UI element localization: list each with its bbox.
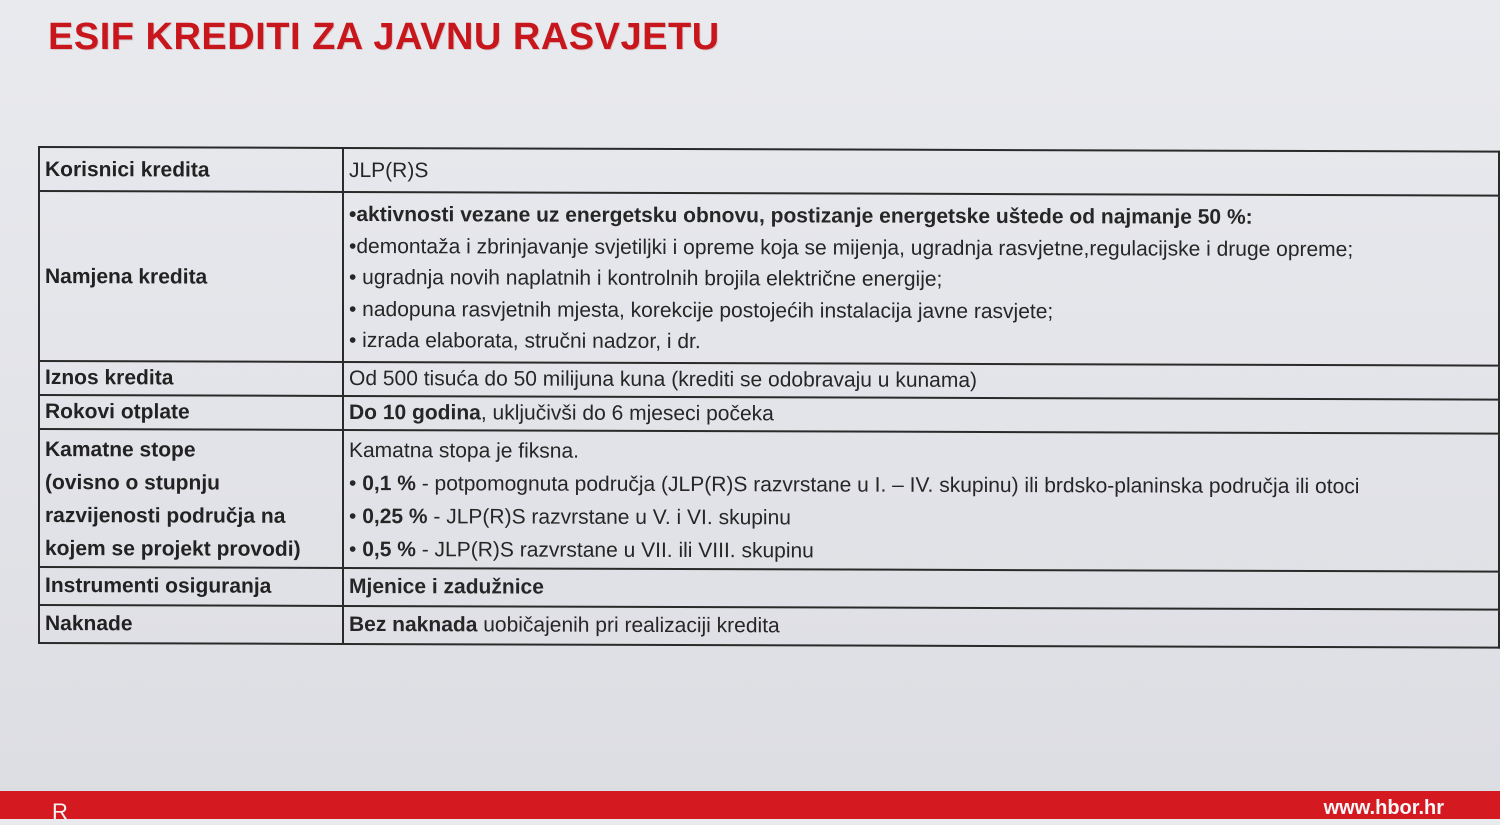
table-row-naknade xyxy=(39,605,1499,648)
table-row-iznos xyxy=(39,361,1499,400)
namjena-line-2: •demontaža i zbrinjavanje svjetiljki i opreme koja se mijenja, ugradnja rasvjetne,regulacijske i druge opreme; xyxy=(349,234,1354,261)
table-row-instrumenti xyxy=(39,567,1499,610)
rate-3-text: - JLP(R)S razvrstane u VII. ili VIII. skupinu xyxy=(415,537,814,562)
rate-2-value: 0,25 % xyxy=(362,504,428,528)
label-korisnici: Korisnici kredita xyxy=(39,147,343,192)
rate-2-bullet: • xyxy=(349,504,363,528)
table-row-kamatne xyxy=(39,429,1499,572)
naknade-rest: uobičajenih pri realizaciji kredita xyxy=(477,612,780,637)
footer-left-text: R xyxy=(52,799,68,824)
kamatne-intro: Kamatna stopa je fiksna. xyxy=(349,438,579,463)
table-row-rokovi xyxy=(39,395,1499,434)
label-naknade: Naknade xyxy=(39,605,343,644)
namjena-line-4: • nadopuna rasvjetnih mjesta, korekcije postojećih instalacija javne rasvjete; xyxy=(349,297,1054,323)
slide-title: ESIF KREDITI ZA JAVNU RASVJETU xyxy=(48,16,720,58)
value-iznos: Od 500 tisuća do 50 milijuna kuna (krediti se odobravaju u kunama) xyxy=(343,361,1499,399)
namjena-line-3: • ugradnja novih naplatnih i kontrolnih brojila električne energije; xyxy=(349,265,943,291)
kamatne-label-line-4: kojem se projekt provodi) xyxy=(45,536,301,561)
value-namjena xyxy=(343,192,1499,365)
rate-2-text: - JLP(R)S razvrstane u V. i VI. skupinu xyxy=(427,504,791,529)
rate-1-value: 0,1 % xyxy=(362,471,416,495)
kamatne-rate-3 xyxy=(349,532,1493,569)
table-row-korisnici xyxy=(39,147,1499,196)
label-rokovi: Rokovi otplate xyxy=(39,395,343,430)
kamatne-label-line-2: (ovisno o stupnju xyxy=(45,470,220,495)
rate-3-value: 0,5 % xyxy=(362,537,416,561)
label-iznos: Iznos kredita xyxy=(39,361,343,396)
value-kamatne xyxy=(343,429,1499,571)
footer-bar xyxy=(0,791,1500,824)
namjena-line-5: • izrada elaborata, stručni nadzor, i dr. xyxy=(349,328,701,354)
kamatne-label-line-3: razvijenosti područja na xyxy=(45,503,286,528)
value-rokovi xyxy=(343,395,1499,433)
rate-1-text: - potpomognuta područja (JLP(R)S razvrstane u I. – IV. skupinu) ili brdsko-planinska područja ili otoci xyxy=(415,471,1360,498)
loan-info-table xyxy=(38,146,1500,648)
label-namjena: Namjena kredita xyxy=(39,191,343,361)
naknade-bold: Bez naknada xyxy=(349,612,478,636)
namjena-line-1: •aktivnosti vezane uz energetsku obnovu, postizanje energetske uštede od najmanje 50 %: xyxy=(349,202,1253,229)
value-instrumenti: Mjenice i zadužnice xyxy=(343,567,1499,609)
rate-3-bullet: • xyxy=(349,537,363,561)
label-kamatne xyxy=(39,429,343,568)
label-instrumenti: Instrumenti osiguranja xyxy=(39,567,343,606)
rokovi-bold: Do 10 godina xyxy=(349,400,481,424)
footer-url-link[interactable]: www.hbor.hr xyxy=(1323,797,1444,819)
table-row-namjena xyxy=(39,191,1499,365)
rate-1-bullet: • xyxy=(349,471,363,495)
value-naknade xyxy=(343,605,1499,647)
kamatne-rate-1 xyxy=(349,466,1493,503)
kamatne-rate-2 xyxy=(349,499,1493,536)
value-korisnici: JLP(R)S xyxy=(343,148,1499,196)
kamatne-label-line-1: Kamatne stope xyxy=(45,437,196,461)
rokovi-rest: , uključivši do 6 mjeseci počeka xyxy=(480,400,774,425)
